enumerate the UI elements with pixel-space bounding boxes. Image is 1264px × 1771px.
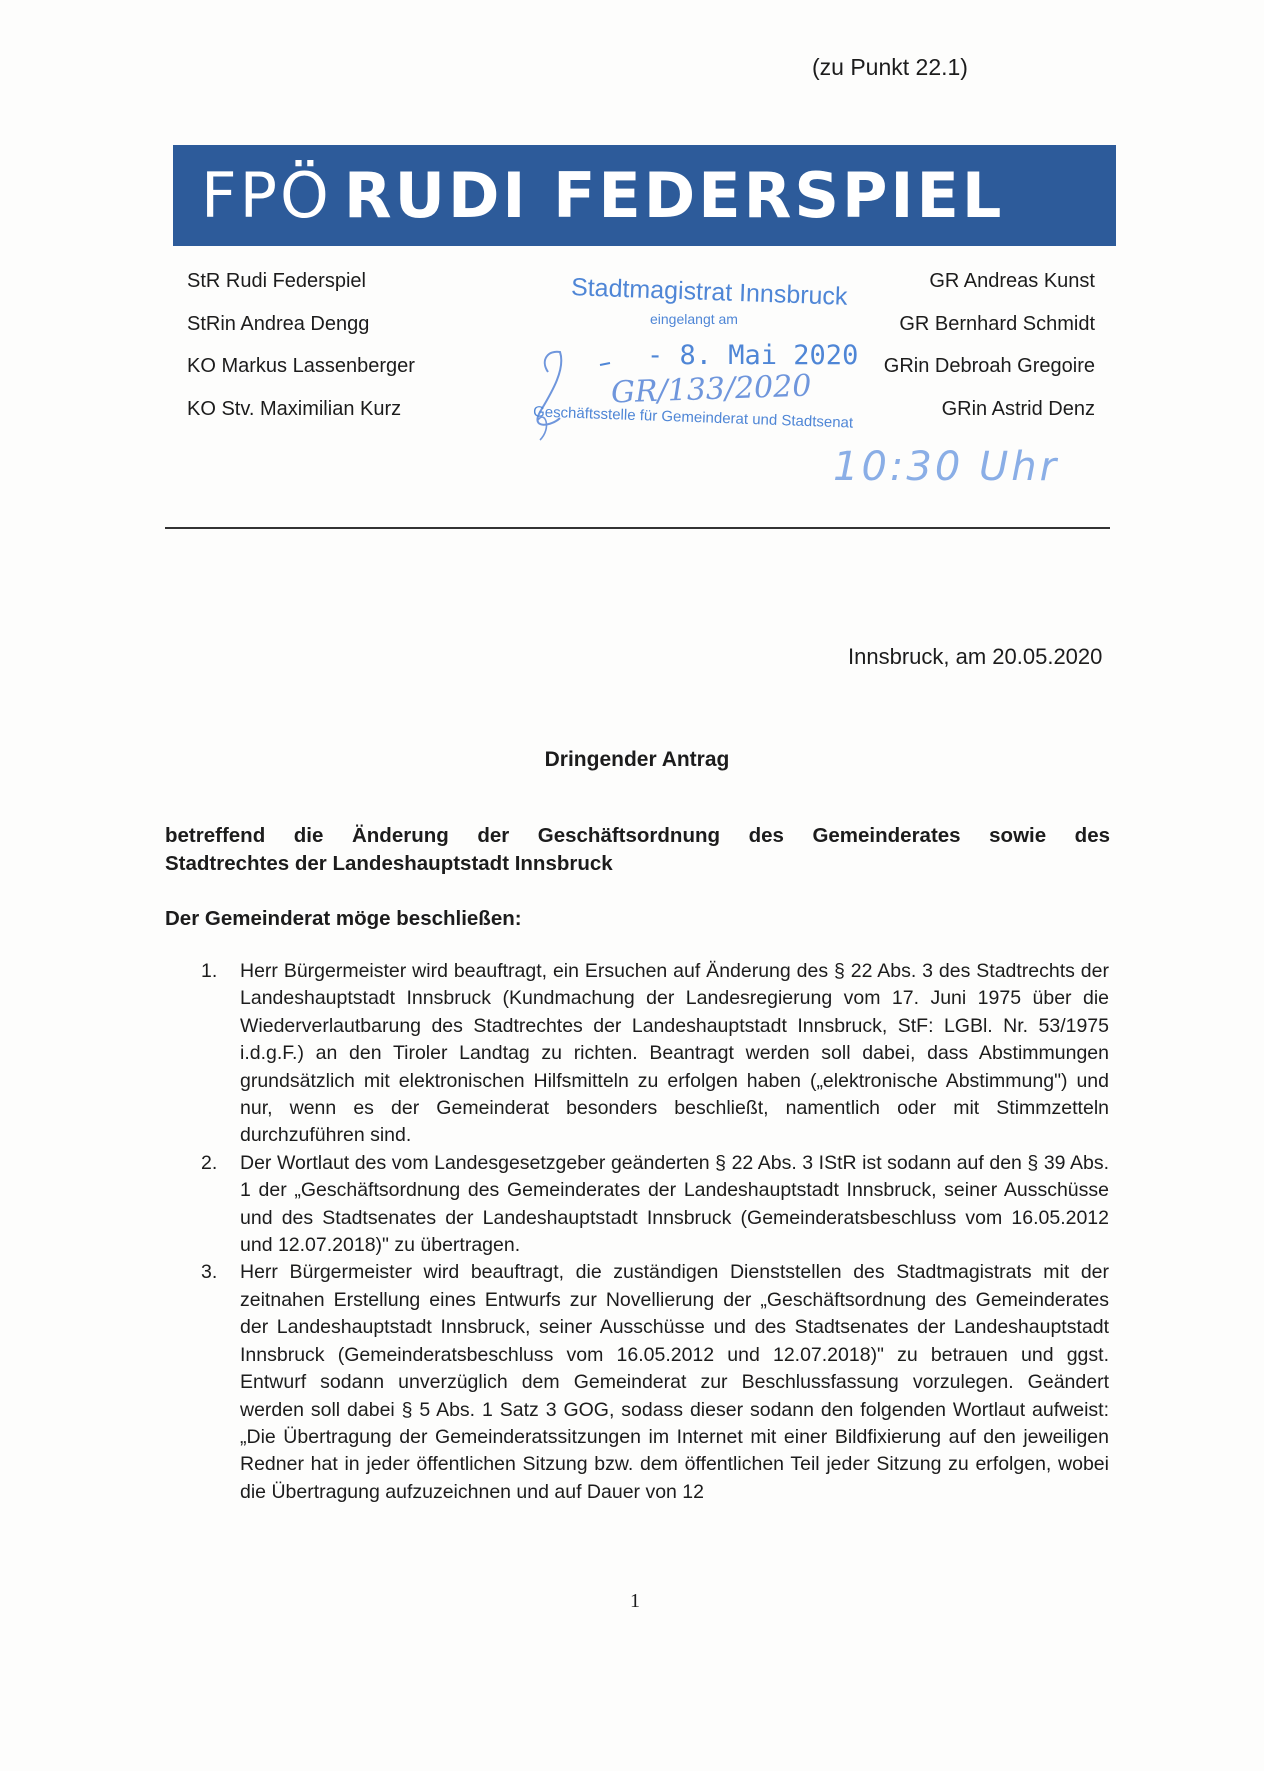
politician-name: RUDI FEDERSPIEL	[343, 159, 1005, 232]
member-name: KO Stv. Maximilian Kurz	[187, 397, 402, 420]
stamp-title: Stadtmagistrat Innsbruck	[570, 273, 848, 311]
page-number: 1	[630, 1590, 640, 1612]
resolution-intro: Der Gemeinderat möge beschließen:	[165, 907, 522, 930]
member-name: StRin Andrea Dengg	[187, 312, 370, 335]
member-name: GR Bernhard Schmidt	[899, 312, 1095, 335]
member-name: GRin Astrid Denz	[941, 397, 1095, 420]
subject-line: Stadtrechtes der Landeshauptstadt Innsbruck	[165, 852, 613, 875]
list-item	[201, 1259, 1109, 1506]
handwritten-time: 10:30 Uhr	[833, 444, 1060, 490]
stamp-office: Geschäftsstelle für Gemeinderat und Stadtsenat	[532, 403, 854, 432]
item-text: Herr Bürgermeister wird beauftragt, die zuständigen Dienststellen des Stadtmagistrats mit der zeitnahen Erstellung eines Entwurfs zur Novellierung der „Geschäftsordnung des Gemeinderates der Landeshauptstadt Innsbruck, seiner Ausschüsse und des Stadtsenates der Landeshauptstadt Innsbruck (Gemeinderatsbeschluss vom 16.05.2012 und 12.07.2018)" zu betrauen und ggst. Entwurf sodann unverzüglich dem Gemeinderat zur Beschlussfassung vorzulegen. Geändert werden soll dabei § 5 Abs. 1 Satz 3 GOG, sodass dieser sodann den folgenden Wortlaut aufweist: „Die Übertragung der Gemeinderatssitzungen im Internet mit einer Bildfixierung auf den jeweiligen Redner hat in jeder öffentlichen Sitzung bzw. dem öffentlichen Teil jeder Sitzung zu erfolgen, wobei die Übertragung aufzuzeichnen und auf Dauer von 12	[240, 1261, 1109, 1503]
resolution-list	[201, 958, 1109, 1506]
receipt-stamp	[525, 273, 859, 458]
member-name: StR Rudi Federspiel	[187, 270, 366, 292]
list-item	[201, 958, 1109, 1150]
left-member-list	[187, 260, 415, 430]
header-divider	[165, 527, 1110, 529]
letterhead-banner	[173, 145, 1116, 246]
item-number: 1.	[201, 960, 218, 982]
member-name: GR Andreas Kunst	[929, 270, 1095, 292]
place-date: Innsbruck, am 20.05.2020	[848, 644, 1103, 669]
item-number: 3.	[201, 1261, 218, 1284]
subject	[165, 822, 1110, 878]
stamp-date: - 8. Mai 2020	[647, 340, 859, 371]
member-name: GRin Debroah Gregoire	[883, 355, 1095, 377]
stamp-subtitle: eingelangt am	[650, 311, 738, 327]
stamp-registration-number: GR/133/2020	[610, 368, 812, 411]
document-title: Dringender Antrag	[544, 748, 730, 771]
list-item	[201, 1150, 1109, 1260]
item-text: Der Wortlaut des vom Landesgesetzgeber geänderten § 22 Abs. 3 IStR ist sodann auf den § 39 Abs. 1 der „Geschäftsordnung des Gemeinderates der Landeshauptstadt Innsbruck, seiner Ausschüsse und des Stadtsenates der Landeshauptstadt Innsbruck (Gemeinderatsbeschluss vom 16.05.2012 und 12.07.2018)" zu übertragen.	[240, 1151, 1109, 1257]
reference-note: (zu Punkt 22.1)	[812, 54, 968, 80]
party-name: FPÖ	[201, 159, 332, 232]
member-name: KO Markus Lassenberger	[187, 355, 415, 377]
item-number: 2.	[201, 1151, 218, 1174]
item-text: Herr Bürgermeister wird beauftragt, ein Ersuchen auf Änderung des § 22 Abs. 3 des Stadtrechts der Landeshauptstadt Innsbruck (Kundmachung der Landesregierung vom 17. Juni 1975 über die Wiederverlautbarung des Stadtrechtes der Landeshauptstadt Innsbruck, StF: LGBl. Nr. 53/1975 i.d.g.F.) an den Tiroler Landtag zu richten. Beantragt werden soll dabei, dass Abstimmungen grundsätzlich mit elektronischen Hilfsmitteln zu erfolgen haben („elektronische Abstimmung") und nur, wenn es der Gemeinderat besonders beschließt, namentlich oder mit Stimmzetteln durchzuführen sind.	[240, 960, 1109, 1147]
subject-line: betreffend die Änderung der Geschäftsordnung des Gemeinderates sowie des	[165, 824, 1110, 847]
